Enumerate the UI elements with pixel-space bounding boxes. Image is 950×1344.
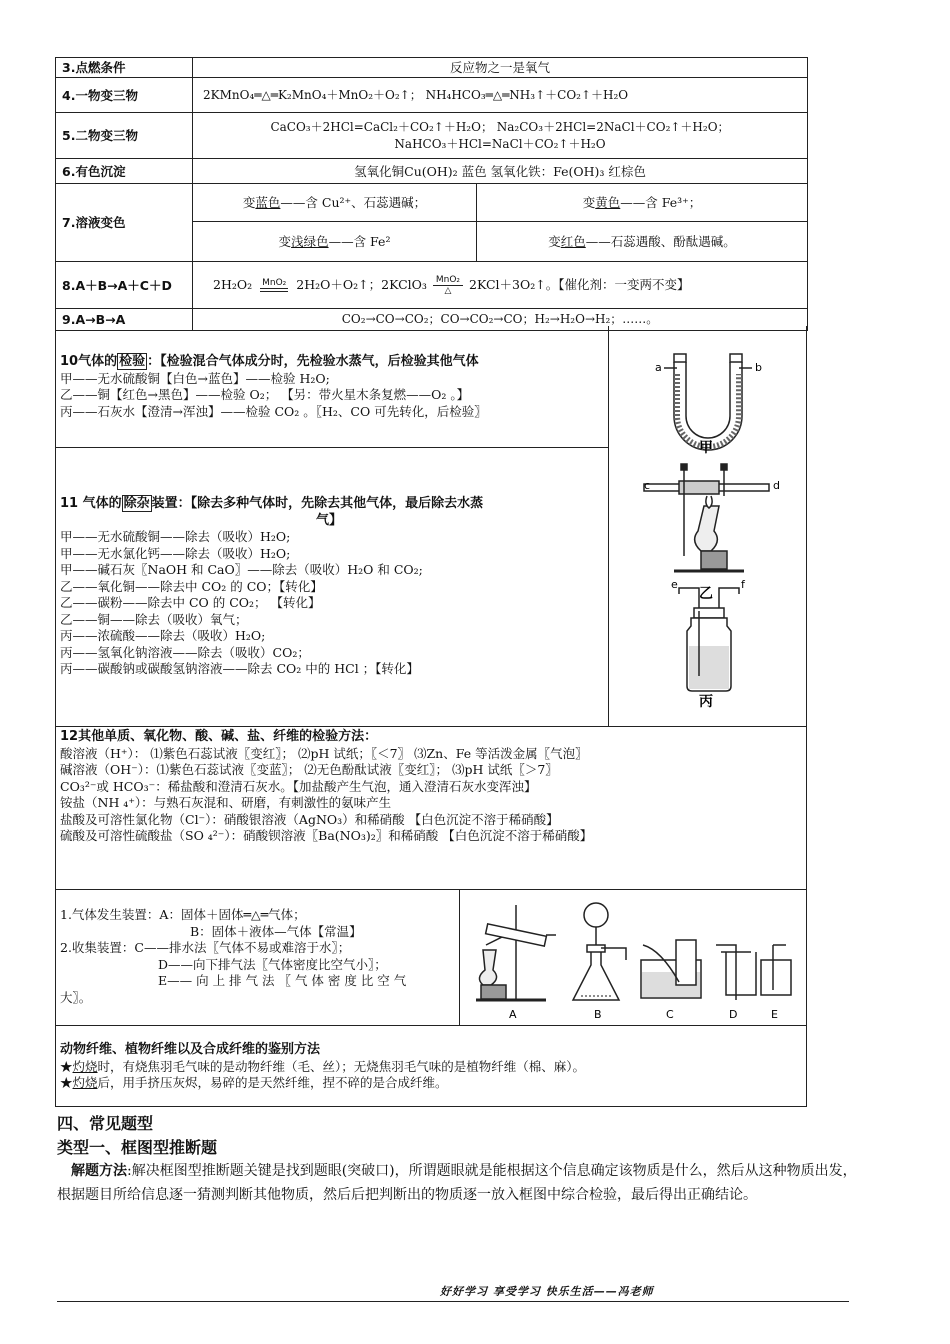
text-line: 硫酸及可溶性硫酸盐（SO ₄²⁻）：硝酸钡溶液〖Ba(NO₃)₂〗和稀硝酸 【白色沉淀不溶于稀硝酸】: [60, 828, 593, 843]
text-line: 1.气体发生装置：A：固体＋固体═△═气体；: [60, 907, 306, 922]
u-tube-drawing: [664, 354, 752, 450]
gas-apparatus-box: [55, 889, 807, 1026]
text-line: B：固体＋液体—气体【常温】: [190, 923, 362, 939]
apparatus-illustration: [609, 326, 806, 726]
label-A: A: [509, 1008, 517, 1021]
label-yi: 乙: [699, 586, 713, 602]
row-label: 6.有色沉淀: [56, 159, 193, 184]
heat-symbol: △: [444, 285, 452, 296]
row-label: 7.溶液变色: [56, 184, 193, 262]
fiber-box: [55, 1025, 807, 1107]
equation-line: NaHCO₃＋HCl=NaCl＋CO₂↑＋H₂O: [394, 136, 606, 151]
label-bing: 丙: [699, 694, 713, 710]
text-line: 2.收集装置：C——排水法〖气体不易或难溶于水〗；: [60, 940, 351, 955]
row-content: 2KMnO₄═△═K₂MnO₄＋MnO₂＋O₂↑； NH₄HCO₃═△═NH₃↑＋CO₂↑＋H₂O: [193, 78, 808, 113]
equation-line: CaCO₃＋2HCl=CaCl₂＋CO₂↑＋H₂O； Na₂CO₃＋2HCl=2NaCl＋CO₂↑＋H₂O；: [270, 119, 730, 134]
apparatus-e-drawing: [761, 945, 791, 995]
text-line: 乙——氧化铜——除去中 CO₂ 的 CO；【转化】: [60, 578, 323, 594]
catalyst-label: MnO₂: [433, 275, 463, 286]
summary-table: [55, 57, 808, 331]
row-label: 8.A＋B→A＋C＋D: [56, 262, 193, 309]
text-line: E—— 向 上 排 气 法 〖 气 体 密 度 比 空 气: [158, 973, 407, 988]
section-11-title: 11 气体的 除杂 装置：【除去多种气体时，先除去其他气体，最后除去水蒸: [60, 496, 484, 511]
method-paragraph: [57, 1159, 857, 1207]
subsection-heading: 类型一、框图型推断题: [57, 1138, 218, 1157]
apparatus-a-drawing: [476, 905, 556, 1000]
text-line: 甲——碱石灰〖NaOH 和 CaO〗——除去（吸收）H₂O 和 CO₂;: [60, 562, 423, 577]
text-line: 酸溶液（H⁺）： ⑴紫色石蕊试液〖变红〗； ⑵pH 试纸；〖＜7〗 ⑶Zn、Fe 等活泼金属〖气泡〗: [60, 745, 588, 761]
label-c: c: [644, 479, 651, 492]
row-label: 3.点燃条件: [56, 58, 193, 78]
color-cell: 变浅绿色——含 Fe²: [193, 222, 477, 262]
label-e: e: [671, 578, 678, 591]
row-label: 9.A→B→A: [56, 309, 193, 331]
apparatus-c-drawing: [641, 940, 701, 998]
row-label: 5.二物变三物: [56, 113, 193, 159]
method-label: 解题方法: [71, 1163, 127, 1179]
gas-apparatus-illustration: [461, 890, 807, 1025]
apparatus-panel: [608, 326, 807, 727]
color-cell: 变蓝色——含 Cu²⁺、石蕊遇碱；: [193, 184, 477, 222]
label-d: d: [773, 479, 780, 492]
apparatus-d-drawing: [716, 945, 756, 1000]
text-line: 碱溶液（OH⁻）：⑴紫色石蕊试液〖变蓝〗； ⑵无色酚酞试液〖变红〗； ⑶pH 试纸〖＞7〗: [60, 762, 558, 777]
fiber-content: [60, 1042, 585, 1092]
label-jia: 甲: [699, 440, 713, 456]
wash-bottle-drawing: [679, 588, 739, 691]
text-line: 丙——氢氧化钠溶液——除去（吸收）CO₂；: [60, 644, 310, 660]
label-D: D: [729, 1008, 738, 1021]
label-E: E: [771, 1008, 778, 1021]
apparatus-b-drawing: [573, 903, 626, 1000]
table-row: [56, 78, 808, 113]
text-line: 丙——碳酸钠或碳酸氢钠溶液——除去 CO₂ 中的 HCl ；【转化】: [60, 661, 419, 676]
text-line: ★灼烧后，用手挤压灰烬，易碎的是天然纤维，捏不碎的是合成纤维。: [60, 1075, 448, 1090]
label-a: a: [655, 361, 662, 374]
text-line: 乙——碳粉——除去中 CO 的 CO₂； 【转化】: [60, 595, 321, 610]
row-label: 4.一物变三物: [56, 78, 193, 113]
method-text: :解决框图型推断题关键是找到题眼(突破口)，所谓题眼就是能根据这个信息确定该物质是什么，然后从这种物质出发，根据题目所给信息逐一猜测判断其他物质，然后后把判断出的物质逐一放入框图中综合检验，最后得出正确结论。: [57, 1163, 857, 1203]
text-line: 乙——铜【红色→黑色】——检验 O₂； 【另：带火星木条复燃——O₂ 。】: [60, 387, 470, 402]
label-C: C: [666, 1008, 674, 1021]
text-line: 甲——无水氯化钙——除去（吸收）H₂O;: [60, 545, 291, 561]
fiber-title: 动物纤维、植物纤维以及合成纤维的鉴别方法: [60, 1042, 321, 1057]
catalyst-label: MnO₂: [262, 277, 287, 288]
row-content: 反应物之一是氧气: [193, 58, 808, 78]
row-content: CO₂→CO→CO₂；CO→CO₂→CO；H₂→H₂O→H₂；……。: [193, 309, 808, 331]
text-line: 铵盐（NH ₄⁺）：与熟石灰混和、研磨，有刺激性的氨味产生: [60, 795, 392, 810]
table-row: [56, 113, 808, 159]
gas-apparatus-text: [60, 907, 406, 1006]
table-row: [56, 184, 808, 222]
text-line: ★灼烧时，有烧焦羽毛气味的是动物纤维（毛、丝）；无烧焦羽毛气味的是植物纤维（棉、麻）。: [60, 1058, 586, 1074]
footer-slogan: 好好学习 享受学习 快乐生活——冯老师: [440, 1285, 654, 1298]
section-12-box: [55, 726, 807, 890]
section-10-content: [60, 354, 487, 420]
row-content: 氢氧化铜Cu(OH)₂ 蓝色 氢氧化铁：Fe(OH)₃ 红棕色: [193, 159, 808, 184]
section-11-title-cont: 气】: [316, 512, 343, 528]
section-11-content: [60, 496, 483, 678]
label-b: b: [755, 361, 762, 374]
text-line: D——向下排气法〖气体密度比空气小〗；: [158, 956, 387, 972]
section-10-title: 10气体的 检验 ：【检验混合气体成分时，先检验水蒸气，后检验其他气体: [60, 354, 479, 369]
table-row: [56, 58, 808, 78]
text-line: 盐酸及可溶性氯化物（Cl⁻）：硝酸银溶液（AgNO₃）和稀硝酸 【白色沉淀不溶于稀硝酸】: [60, 811, 559, 827]
section-12-content: [60, 729, 592, 845]
text-line: 甲——无水硫酸铜【白色→蓝色】——检验 H₂O;: [60, 370, 330, 386]
footer-rule: [57, 1301, 849, 1302]
text-line: 大〗。: [60, 989, 92, 1005]
color-cell: 变红色——石蕊遇酸、酚酞遇碱。: [477, 222, 808, 262]
section-11-box: [55, 448, 609, 727]
table-row: [56, 262, 808, 309]
row-content: 2H₂O₂ MnO₂ 2H₂O＋O₂↑；2KClO₃ MnO₂ △ 2KCl＋3O₂↑。【催化剂：一变两不变】: [193, 262, 808, 309]
color-cell: 变黄色——含 Fe³⁺；: [477, 184, 808, 222]
section-heading: 四、常见题型: [57, 1114, 154, 1133]
text-line: 甲——无水硫酸铜——除去（吸收）H₂O;: [60, 529, 291, 544]
row-content: [193, 113, 808, 159]
section-12-title: 12其他单质、氧化物、酸、碱、盐、纤维的检验方法：: [60, 729, 378, 744]
heated-tube-drawing: [644, 464, 769, 571]
label-B: B: [594, 1008, 602, 1021]
section-10-box: [55, 326, 609, 448]
table-row: [56, 159, 808, 184]
label-f: f: [741, 578, 745, 591]
text-line: CO₃²⁻或 HCO₃⁻：稀盐酸和澄清石灰水。【加盐酸产生气泡，通入澄清石灰水变浑浊】: [60, 778, 537, 794]
text-line: 乙——铜——除去（吸收）氧气；: [60, 611, 248, 627]
text-line: 丙——石灰水【澄清→浑浊】——检验 CO₂ 。〖H₂、CO 可先转化，后检验〗: [60, 403, 487, 419]
text-line: 丙——浓硫酸——除去（吸收）H₂O;: [60, 628, 266, 643]
